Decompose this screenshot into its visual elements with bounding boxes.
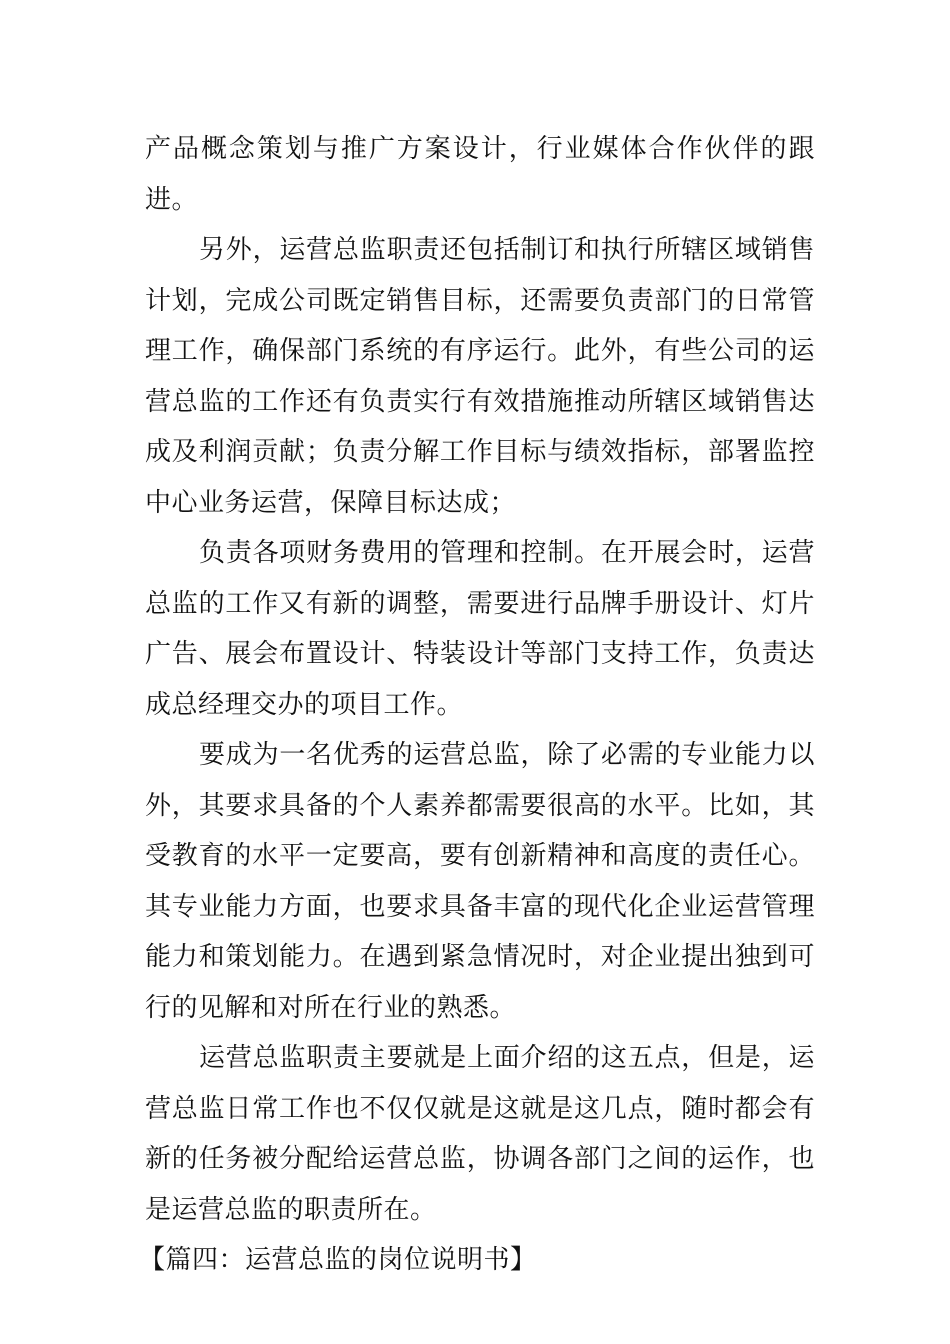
paragraph-continuation: 产品概念策划与推广方案设计，行业媒体合作伙伴的跟进。: [145, 134, 815, 215]
paragraph-summary: 运营总监职责主要就是上面介绍的这五点，但是，运营总监日常工作也不仅仅就是这就是这几点，随时都会有新的任务被分配给运营总监，协调各部门之间的运作，也是运营总监的职责所在。: [145, 1043, 815, 1225]
paragraph-responsibilities: 另外，运营总监职责还包括制订和执行所辖区域销售计划，完成公司既定销售目标，还需要负责部门的日常管理工作，确保部门系统的有序运行。此外，有些公司的运营总监的工作还有负责实行有效措施推动所辖区域销售达成及利润贡献；负责分解工作目标与绩效指标，部署监控中心业务运营，保障目标达成；: [145, 235, 815, 518]
document-body: [139, 124, 815, 1286]
section-heading: 【篇四：运营总监的岗位说明书】: [139, 1245, 537, 1275]
paragraph-finance-exhibition: 负责各项财务费用的管理和控制。在开展会时，运营总监的工作又有新的调整，需要进行品牌手册设计、灯片广告、展会布置设计、特装设计等部门支持工作，负责达成总经理交办的项目工作。: [145, 538, 815, 720]
paragraph-qualifications: 要成为一名优秀的运营总监，除了必需的专业能力以外，其要求具备的个人素养都需要很高的水平。比如，其受教育的水平一定要高，要有创新精神和高度的责任心。其专业能力方面，也要求具备丰富的现代化企业运营管理能力和策划能力。在遇到紧急情况时，对企业提出独到可行的见解和对所在行业的熟悉。: [145, 740, 815, 1023]
